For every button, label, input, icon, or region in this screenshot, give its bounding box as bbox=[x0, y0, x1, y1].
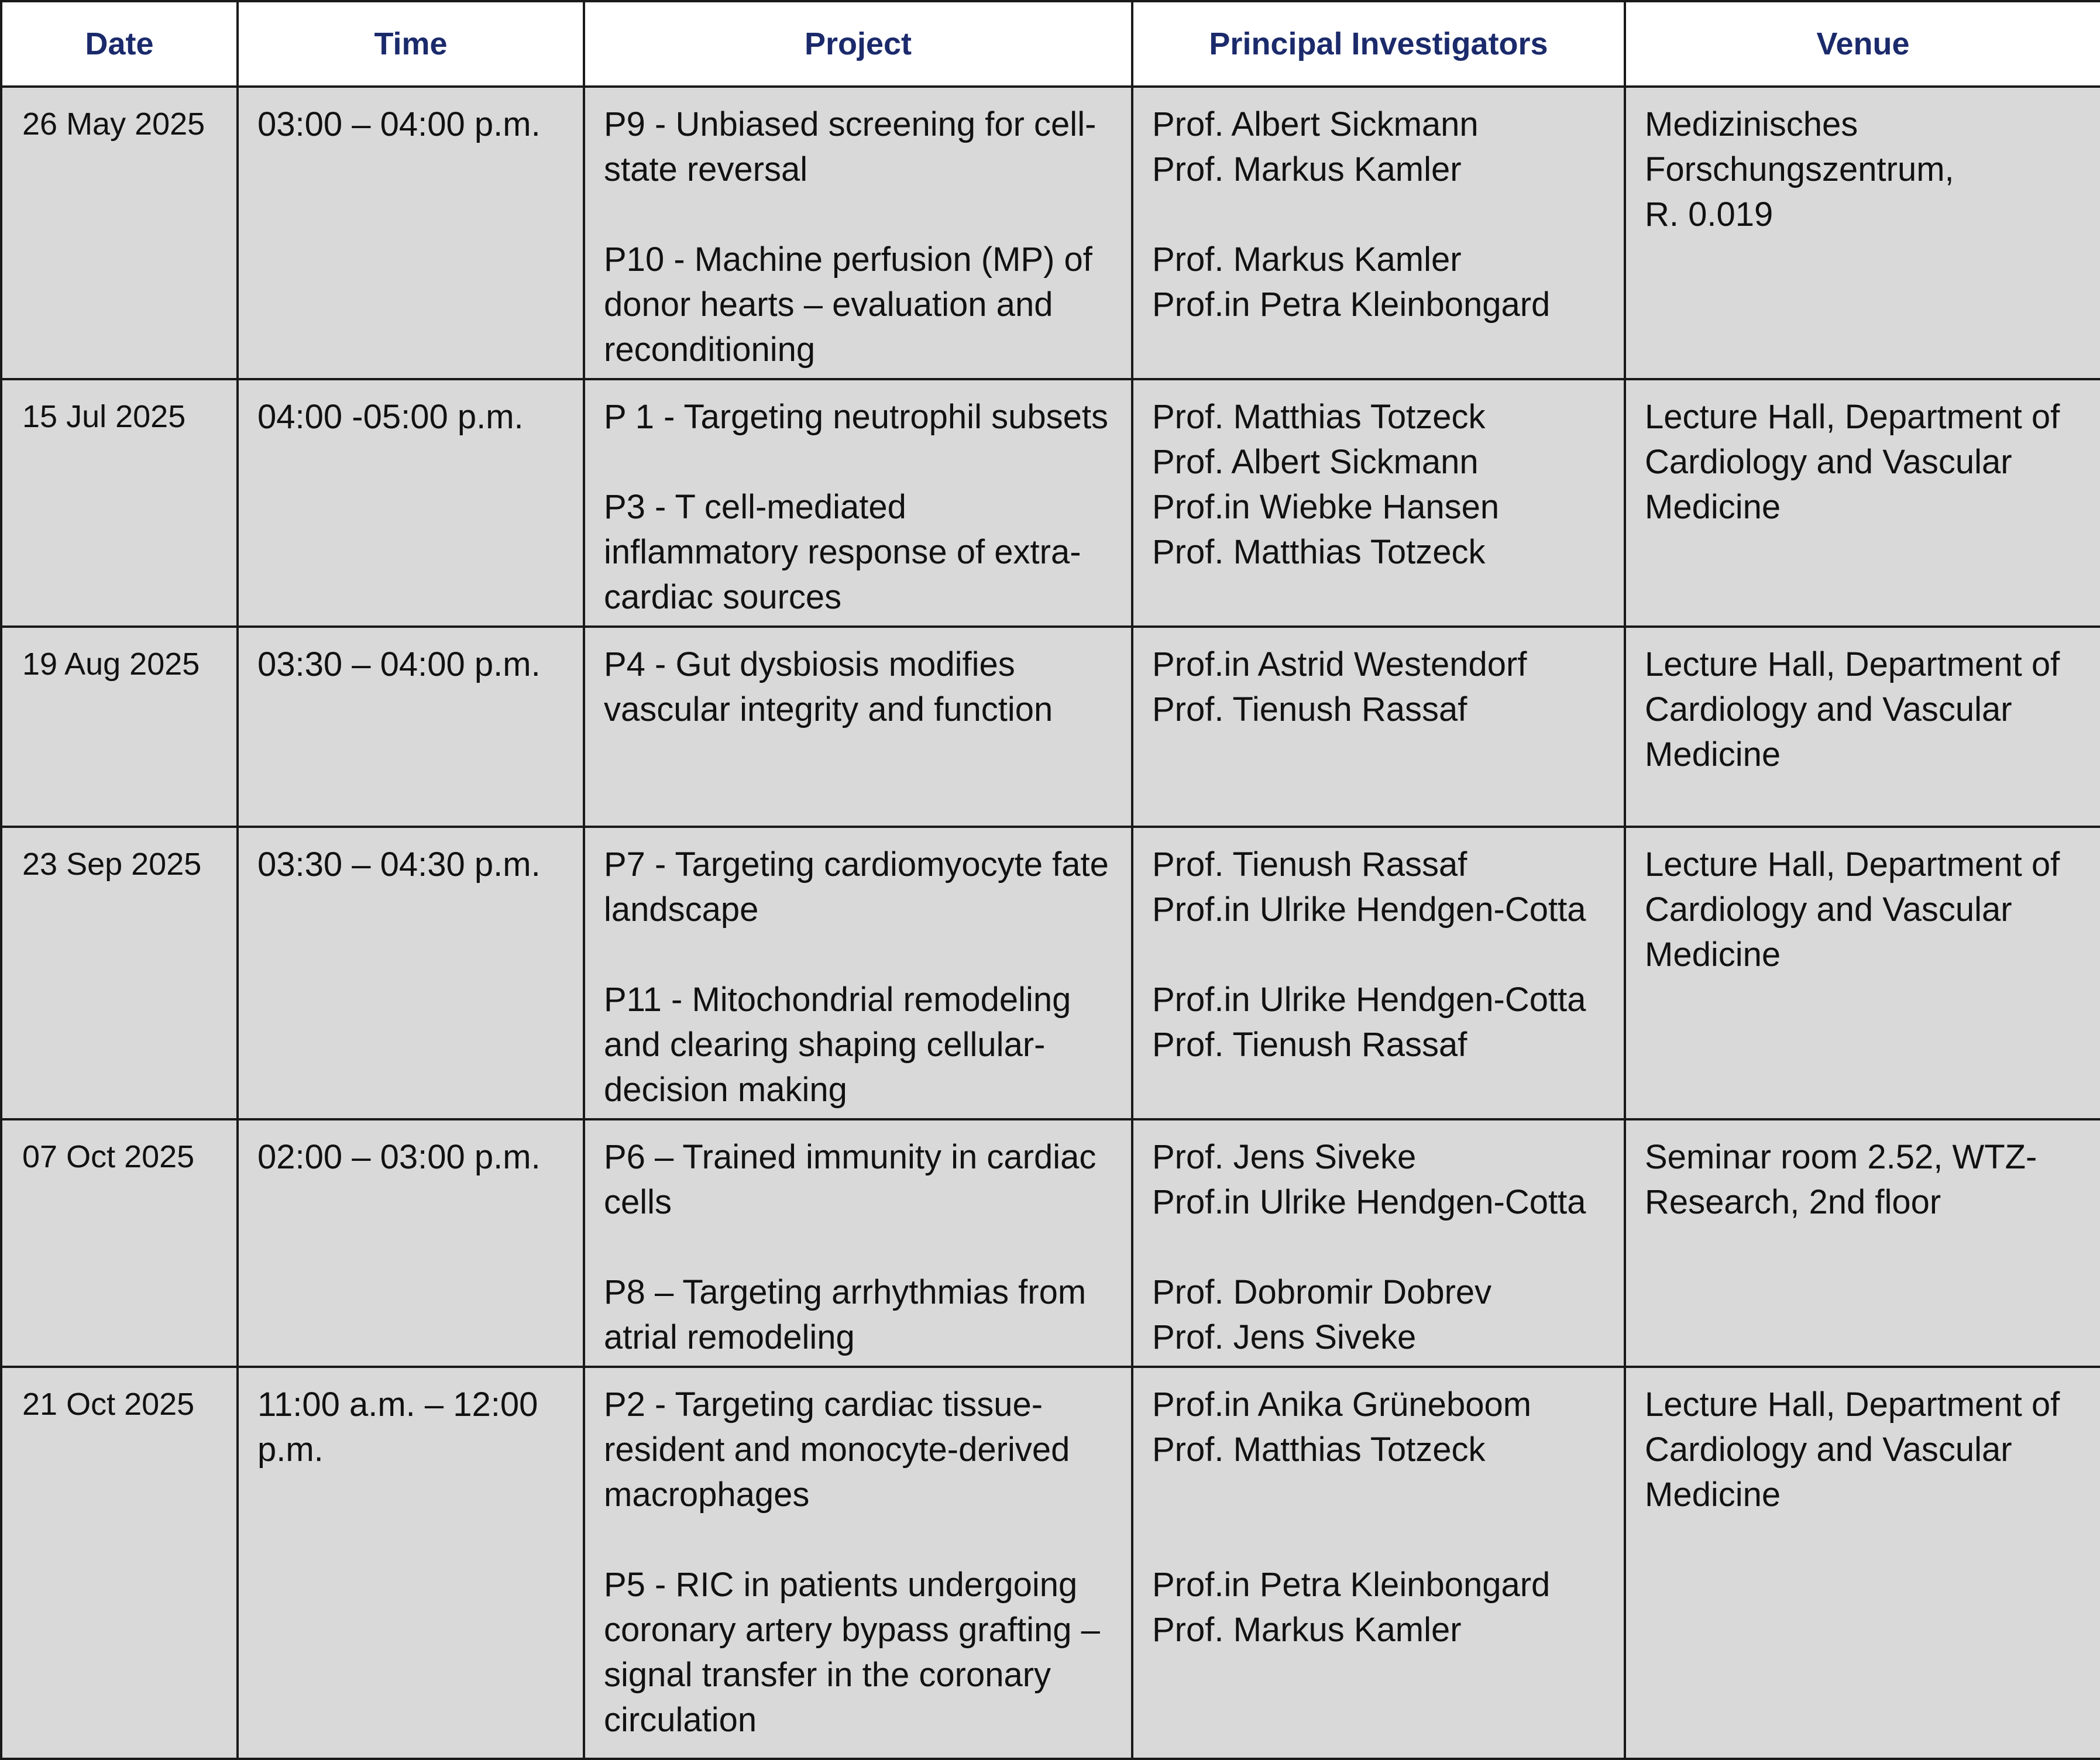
time-cell bbox=[238, 827, 584, 1119]
project-cell bbox=[584, 379, 1132, 627]
project-text: P2 - Targeting cardiac tissue- resident and monocyte-derived macrophages bbox=[604, 1386, 1070, 1514]
time-text: 02:00 – 03:00 p.m. bbox=[257, 1138, 541, 1176]
project-cell bbox=[584, 627, 1132, 827]
project-cell bbox=[584, 87, 1132, 379]
venue-cell bbox=[1625, 627, 2100, 827]
investigators-text: Prof. Dobromir Dobrev Prof. Jens Siveke bbox=[1152, 1273, 1492, 1356]
project-text: P11 - Mitochondrial remodeling and clearing shaping cellular- decision making bbox=[604, 981, 1071, 1109]
project-text: P7 - Targeting cardiomyocyte fate landscape bbox=[604, 845, 1109, 929]
time-cell bbox=[238, 87, 584, 379]
time-text: 04:00 -05:00 p.m. bbox=[257, 398, 524, 436]
project-cell bbox=[584, 1367, 1132, 1759]
time-text: 03:00 – 04:00 p.m. bbox=[257, 105, 541, 143]
investigators-text: Prof. Tienush Rassaf Prof.in Ulrike Hendgen-Cotta bbox=[1152, 845, 1586, 929]
table-row bbox=[1, 627, 2100, 827]
investigators-text: Prof.in Anika Grüneboom Prof. Matthias Totzeck bbox=[1152, 1386, 1532, 1469]
date-cell bbox=[1, 1119, 238, 1367]
header-venue: Venue bbox=[1625, 1, 2100, 87]
table-header bbox=[1, 1, 2100, 87]
project-text: P3 - T cell-mediated inflammatory response of extra- cardiac sources bbox=[604, 488, 1081, 616]
investigators-text: Prof.in Astrid Westendorf Prof. Tienush Rassaf bbox=[1152, 645, 1527, 728]
venue-text: Lecture Hall, Department of Cardiology and Vascular Medicine bbox=[1645, 645, 2060, 774]
time-cell bbox=[238, 1367, 584, 1759]
date-text: 26 May 2025 bbox=[22, 106, 205, 142]
date-cell bbox=[1, 827, 238, 1119]
time-cell bbox=[238, 1119, 584, 1367]
header-row bbox=[1, 1, 2100, 87]
date-cell bbox=[1, 87, 238, 379]
time-text: 03:30 – 04:00 p.m. bbox=[257, 645, 541, 683]
venue-cell bbox=[1625, 379, 2100, 627]
investigators-text: Prof. Jens Siveke Prof.in Ulrike Hendgen-Cotta bbox=[1152, 1138, 1586, 1221]
header-project: Project bbox=[584, 1, 1132, 87]
venue-cell bbox=[1625, 1367, 2100, 1759]
table-row bbox=[1, 87, 2100, 379]
header-time: Time bbox=[238, 1, 584, 87]
time-cell bbox=[238, 627, 584, 827]
investigators-cell bbox=[1132, 827, 1625, 1119]
venue-text: Seminar room 2.52, WTZ- Research, 2nd floor bbox=[1645, 1138, 2037, 1221]
investigators-text: Prof. Matthias Totzeck Prof. Albert Sickmann Prof.in Wiebke Hansen Prof. Matthias Totzeck bbox=[1152, 398, 1500, 571]
venue-cell bbox=[1625, 827, 2100, 1119]
investigators-text: Prof. Albert Sickmann Prof. Markus Kamler bbox=[1152, 105, 1479, 188]
table-row bbox=[1, 1119, 2100, 1367]
date-text: 21 Oct 2025 bbox=[22, 1387, 195, 1422]
project-text: P 1 - Targeting neutrophil subsets bbox=[604, 398, 1108, 436]
venue-text: Lecture Hall, Department of Cardiology and Vascular Medicine bbox=[1645, 1386, 2060, 1514]
time-text: 03:30 – 04:30 p.m. bbox=[257, 845, 541, 884]
project-text: P8 – Targeting arrhythmias from atrial remodeling bbox=[604, 1273, 1087, 1356]
project-text: P9 - Unbiased screening for cell- state reversal bbox=[604, 105, 1097, 188]
date-cell bbox=[1, 1367, 238, 1759]
project-text: P10 - Machine perfusion (MP) of donor hearts – evaluation and reconditioning bbox=[604, 240, 1092, 369]
venue-cell bbox=[1625, 1119, 2100, 1367]
table-row bbox=[1, 379, 2100, 627]
venue-text: Lecture Hall, Department of Cardiology and Vascular Medicine bbox=[1645, 398, 2060, 526]
date-cell bbox=[1, 379, 238, 627]
table-body bbox=[1, 87, 2100, 1759]
table-row bbox=[1, 827, 2100, 1119]
project-text: P4 - Gut dysbiosis modifies vascular integrity and function bbox=[604, 645, 1053, 728]
header-principal-investigators: Principal Investigators bbox=[1132, 1, 1625, 87]
date-text: 19 Aug 2025 bbox=[22, 647, 200, 682]
investigators-cell bbox=[1132, 379, 1625, 627]
investigators-text: Prof. Markus Kamler Prof.in Petra Kleinbongard bbox=[1152, 240, 1551, 324]
investigators-cell bbox=[1132, 87, 1625, 379]
investigators-cell bbox=[1132, 627, 1625, 827]
project-cell bbox=[584, 827, 1132, 1119]
venue-text: Medizinisches Forschungszentrum, R. 0.019 bbox=[1645, 105, 1954, 233]
venue-text: Lecture Hall, Department of Cardiology and Vascular Medicine bbox=[1645, 845, 2060, 974]
project-text: P6 – Trained immunity in cardiac cells bbox=[604, 1138, 1097, 1221]
project-cell bbox=[584, 1119, 1132, 1367]
investigators-cell bbox=[1132, 1367, 1625, 1759]
time-text: 11:00 a.m. – 12:00 p.m. bbox=[257, 1386, 538, 1469]
date-text: 23 Sep 2025 bbox=[22, 847, 202, 882]
date-cell bbox=[1, 627, 238, 827]
time-cell bbox=[238, 379, 584, 627]
investigators-cell bbox=[1132, 1119, 1625, 1367]
investigators-text: Prof.in Petra Kleinbongard Prof. Markus Kamler bbox=[1152, 1566, 1551, 1649]
investigators-text: Prof.in Ulrike Hendgen-Cotta Prof. Tienush Rassaf bbox=[1152, 981, 1586, 1064]
project-text: P5 - RIC in patients undergoing coronary artery bypass grafting – signal transfer in the coronary circulation bbox=[604, 1566, 1100, 1739]
venue-cell bbox=[1625, 87, 2100, 379]
date-text: 07 Oct 2025 bbox=[22, 1139, 195, 1174]
date-text: 15 Jul 2025 bbox=[22, 399, 186, 434]
header-date: Date bbox=[1, 1, 238, 87]
table-row bbox=[1, 1367, 2100, 1759]
